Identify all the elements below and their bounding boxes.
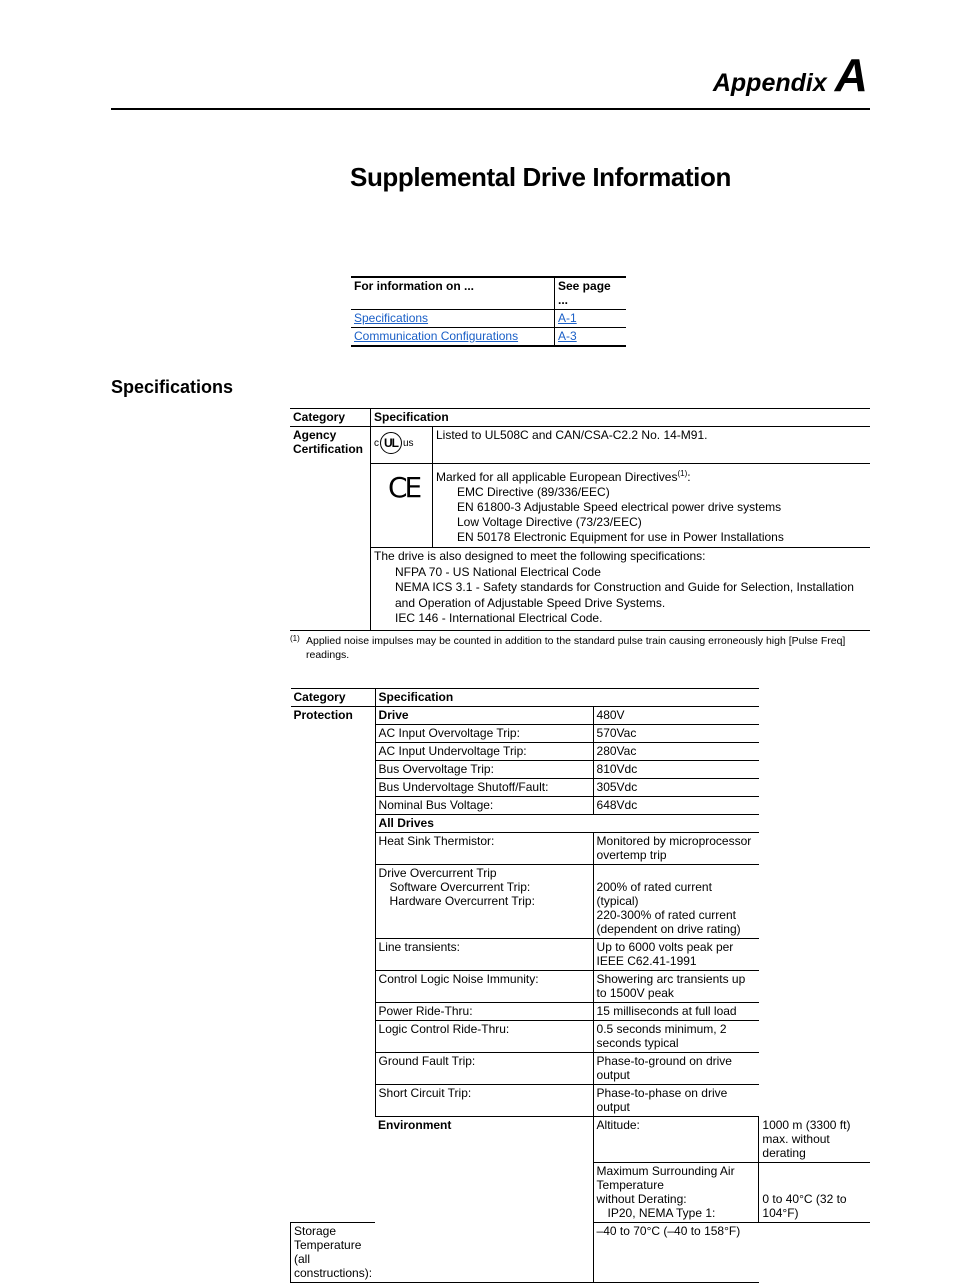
- overcurrent-labels: Drive Overcurrent Trip Software Overcurrent Trip: Hardware Overcurrent Trip:: [375, 865, 593, 939]
- ce-directives: Marked for all applicable European Directives$^{(1)}$: EMC Directive (89/336/EEC) EN 61800-3 Adjustable Speed electrical power drive systems Low Voltage Directive (73/23/EEC) EN 50178 Electronic Equipment for use in Power Installations: [433, 464, 871, 548]
- protection-spec-table: [290, 688, 870, 1283]
- table-row: Power Ride-Thru: 15 milliseconds at full load: [291, 1003, 871, 1021]
- spec-header-row: [290, 409, 870, 427]
- toc-link-communication[interactable]: Communication Configurations: [354, 329, 519, 343]
- table-row: [291, 865, 871, 939]
- header-specification: Specification: [371, 409, 871, 427]
- also-item: NEMA ICS 3.1 - Safety standards for Construction and Guide for Selection, Installation and Operation of Adjustable Speed Drive Systems.: [395, 580, 854, 610]
- table-row: Environment Altitude: 1000 m (3300 ft) max. without derating: [291, 1117, 871, 1163]
- ce-item: EN 61800-3 Adjustable Speed electrical power drive systems: [457, 500, 782, 514]
- drive-value: 480V: [593, 707, 759, 725]
- header-rule: [111, 108, 870, 110]
- table-row: [290, 427, 870, 464]
- agency-spec-table: [290, 408, 870, 631]
- also-specs: The drive is also designed to meet the following specifications: NFPA 70 - US National Electrical Code NEMA ICS 3.1 - Safety standards for Construction and Guide for Selection, Installation and Operation of Adjustable Speed Drive Systems. IEC 146 - International Electrical Code.: [371, 548, 871, 631]
- table-row: Bus Undervoltage Shutoff/Fault: 305Vdc: [291, 779, 871, 797]
- table-row: [351, 310, 626, 328]
- ul-cell: [371, 427, 433, 464]
- category-agency: Agency Certification: [290, 427, 371, 631]
- category-protection: Protection: [291, 707, 376, 1223]
- table-row: AC Input Overvoltage Trip: 570Vac: [291, 725, 871, 743]
- table-row: [291, 815, 871, 833]
- appendix-label: Appendix: [712, 69, 827, 97]
- max-temp-labels: Maximum Surrounding Air Temperature without Derating: IP20, NEMA Type 1:: [593, 1162, 759, 1222]
- footnote: [290, 634, 850, 662]
- ce-item: Low Voltage Directive (73/23/EEC): [457, 515, 642, 529]
- also-item: IEC 146 - International Electrical Code.: [395, 611, 603, 625]
- section-heading: Specifications: [111, 377, 234, 397]
- ce-item: EN 50178 Electronic Equipment for use in Power Installations: [457, 530, 784, 544]
- table-row: Control Logic Noise Immunity: Showering arc transients up to 1500V peak: [291, 971, 871, 1003]
- header-category: Category: [291, 689, 376, 707]
- table-row: AC Input Undervoltage Trip: 280Vac: [291, 743, 871, 761]
- table-row: Ground Fault Trip: Phase-to-ground on drive output: [291, 1053, 871, 1085]
- footnote-marker: (1): [290, 634, 300, 643]
- table-row: [290, 464, 870, 548]
- table-row: Nominal Bus Voltage: 648Vdc: [291, 797, 871, 815]
- table-row: [290, 548, 870, 631]
- table-row: Logic Control Ride-Thru: 0.5 seconds minimum, 2 seconds typical: [291, 1021, 871, 1053]
- ul-text: Listed to UL508C and CAN/CSA-C2.2 No. 14-M91.: [433, 427, 871, 464]
- drive-label: Drive: [375, 707, 593, 725]
- page-title: Supplemental Drive Information: [350, 162, 731, 192]
- all-drives-label: All Drives: [375, 815, 759, 833]
- header-specification: Specification: [375, 689, 759, 707]
- table-row: [291, 707, 871, 725]
- toc-header-row: [351, 277, 626, 310]
- ce-mark-icon: CE: [388, 471, 420, 504]
- toc-header-page: See page ...: [555, 277, 627, 310]
- table-row: Bus Overvoltage Trip: 810Vdc: [291, 761, 871, 779]
- toc-page-link-communication[interactable]: A-3: [558, 329, 577, 343]
- table-row: Storage Temperature (all constructions): –40 to 70°C (–40 to 158°F): [291, 1222, 871, 1282]
- table-row: Heat Sink Thermistor: Monitored by microprocessor overtemp trip: [291, 833, 871, 865]
- appendix-letter: A: [834, 49, 868, 101]
- ul-listed-icon: c UL us: [374, 432, 414, 454]
- table-row: Short Circuit Trip: Phase-to-phase on drive output: [291, 1085, 871, 1117]
- toc-header-topic: For information on ...: [351, 277, 555, 310]
- also-item: NFPA 70 - US National Electrical Code: [395, 564, 601, 579]
- ce-cell: [371, 464, 433, 548]
- toc-page-link-specifications[interactable]: A-1: [558, 311, 577, 325]
- appendix-header: [712, 48, 868, 101]
- category-environment: Environment: [375, 1117, 593, 1283]
- toc-table: [351, 276, 626, 347]
- footnote-text: Applied noise impulses may be counted in addition to the standard pulse train causing erroneously high [Pulse Freq] readings.: [306, 635, 846, 661]
- spec-header-row: [291, 689, 871, 707]
- header-category: Category: [290, 409, 371, 427]
- max-temp-value: 0 to 40°C (32 to 104°F): [759, 1162, 870, 1222]
- ce-item: EMC Directive (89/336/EEC): [457, 485, 610, 499]
- toc-link-specifications[interactable]: Specifications: [354, 311, 429, 325]
- table-row: Line transients: Up to 6000 volts peak per IEEE C62.41-1991: [291, 939, 871, 971]
- table-row: [351, 328, 626, 347]
- overcurrent-values: 200% of rated current (typical) 220-300% of rated current (dependent on drive rating): [593, 865, 759, 939]
